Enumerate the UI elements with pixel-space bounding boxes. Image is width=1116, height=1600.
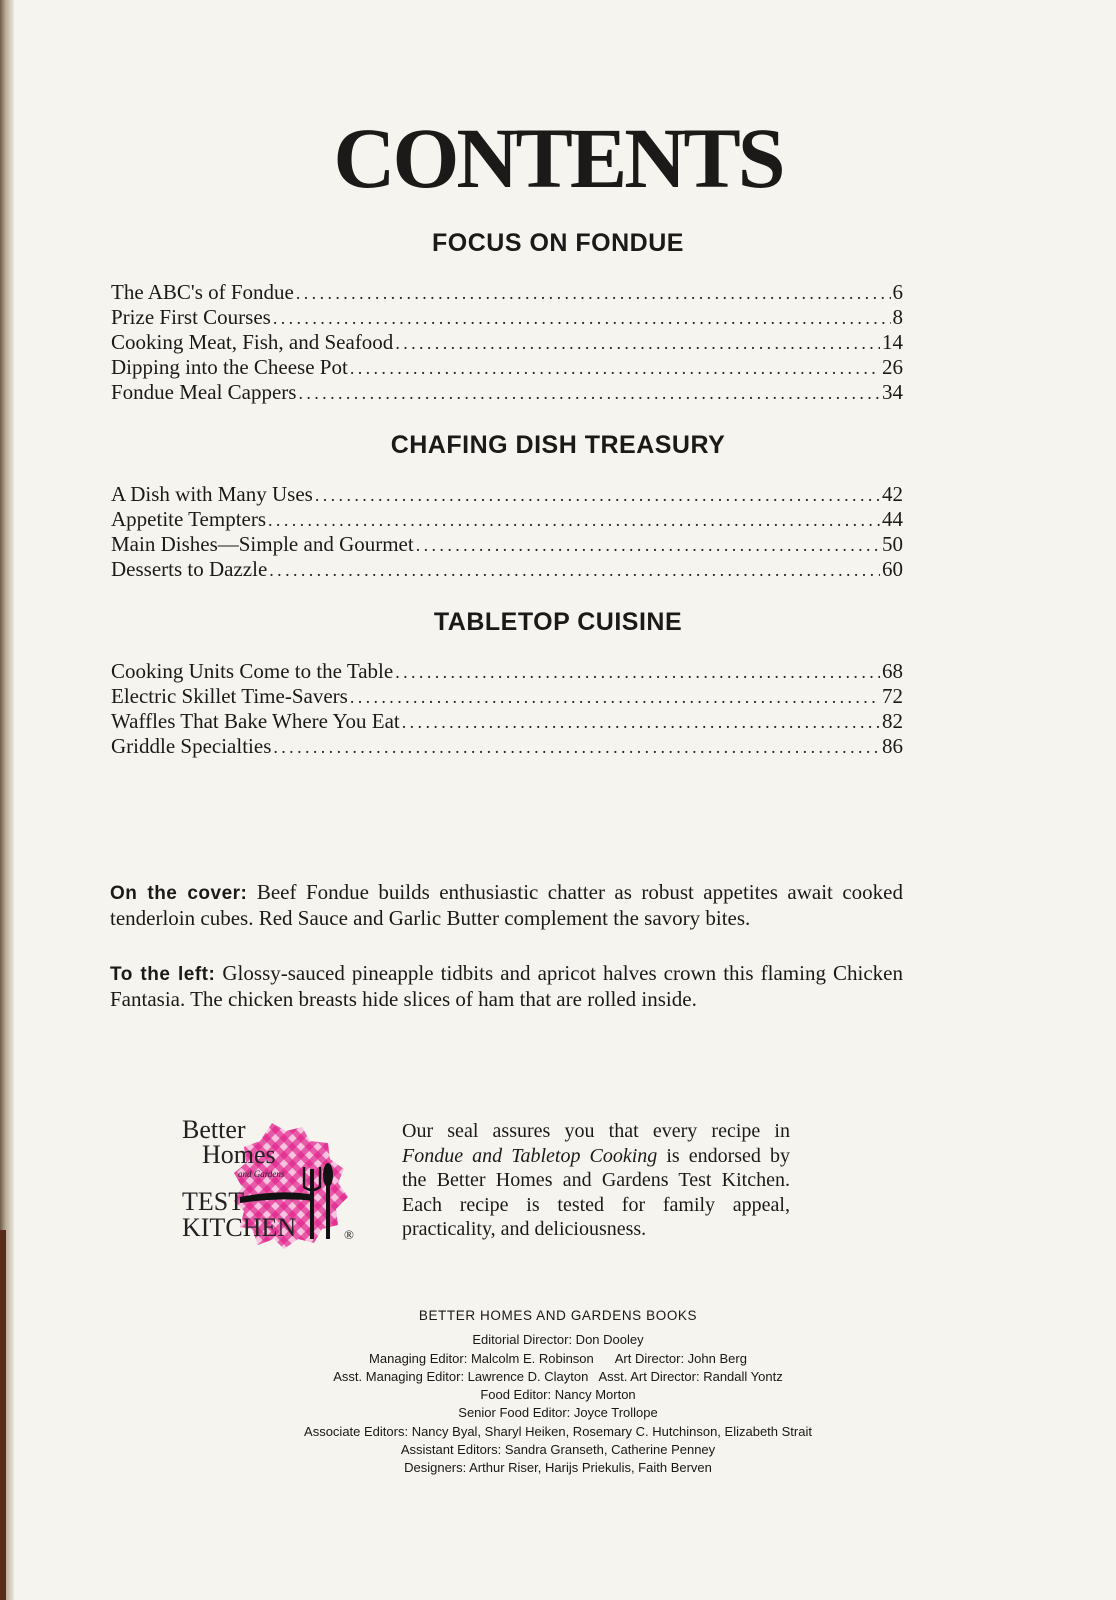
section-heading-tabletop-cuisine: TABLETOP CUISINE [433, 608, 683, 636]
section-heading-chafing-dish-treasury: CHAFING DISH TREASURY [390, 431, 726, 459]
seal-homes: Homes [202, 1140, 276, 1169]
credit-line: Food Editor: Nancy Morton [480, 1387, 636, 1403]
left-caption [110, 961, 903, 1011]
section-heading-focus-on-fondue: FOCUS ON FONDUE [432, 229, 684, 257]
toc-list-tabletop-cuisine [111, 659, 903, 759]
toc-entry[interactable] [111, 684, 903, 709]
seal-test: TEST [182, 1187, 245, 1216]
credit-line: Editorial Director: Don Dooley [472, 1332, 644, 1348]
toc-entry-page: 42 [882, 482, 903, 506]
credit-line: Assistant Editors: Sandra Granseth, Catherine Penney [400, 1442, 716, 1458]
toc-entry-page: 34 [882, 380, 903, 404]
toc-entry-label: Appetite Tempters [111, 507, 267, 531]
seal-para-start: Our seal assures you that every recipe in [402, 1120, 790, 1142]
toc-entry-page: 60 [882, 557, 903, 581]
toc-entry[interactable] [111, 557, 903, 582]
dot-leader [315, 483, 880, 508]
toc-entry[interactable] [111, 280, 903, 305]
seal-description [402, 1119, 790, 1242]
credit-line: Senior Food Editor: Joyce Trollope [458, 1405, 658, 1421]
dot-leader [273, 735, 880, 760]
toc-entry-page: 50 [882, 532, 903, 556]
book-title: Fondue and Tabletop Cooking [402, 1144, 658, 1167]
dot-leader [350, 356, 880, 381]
toc-entry-label: Waffles That Bake Where You Eat [111, 709, 400, 733]
cover-caption [110, 880, 903, 930]
toc-entry-label: Desserts to Dazzle [111, 557, 268, 581]
toc-entry[interactable] [111, 709, 903, 734]
toc-entry-label: A Dish with Many Uses [111, 482, 313, 506]
dot-leader [395, 331, 880, 356]
registered-mark: ® [344, 1227, 354, 1242]
toc-entry[interactable] [111, 659, 903, 684]
seal-and-gardens: and Gardens [238, 1169, 285, 1179]
dot-leader [296, 281, 891, 306]
seal-kitchen: KITCHEN [182, 1213, 297, 1242]
seal-para-end: is endorsed by the Better Homes and Gardens Test Kitchen. Each recipe is tested for family appeal, practicality, and deliciousness. [402, 1144, 790, 1240]
toc-entry[interactable] [111, 305, 903, 330]
credits-heading: BETTER HOMES AND GARDENS BOOKS [418, 1308, 698, 1323]
dot-leader [416, 533, 880, 558]
seal-better: Better [182, 1115, 246, 1144]
dot-leader [298, 381, 880, 406]
toc-entry[interactable] [111, 330, 903, 355]
toc-entry-label: Dipping into the Cheese Pot [111, 355, 348, 379]
toc-entry-page: 72 [882, 684, 903, 708]
toc-entry-page: 14 [882, 330, 903, 354]
page-title: CONTENTS [333, 110, 783, 206]
toc-list-chafing-dish-treasury [111, 482, 903, 582]
toc-entry-label: Electric Skillet Time-Savers [111, 684, 348, 708]
toc-entry-page: 82 [882, 709, 903, 733]
toc-entry-label: Fondue Meal Cappers [111, 380, 297, 404]
left-caption-text: Glossy-sauced pineapple tidbits and apricot halves crown this flaming Chicken Fantasia. The chicken breasts hide slices of ham that are rolled inside. [110, 961, 904, 1011]
test-kitchen-seal [182, 1117, 362, 1257]
toc-entry-label: Cooking Meat, Fish, and Seafood [111, 330, 394, 354]
dot-leader [395, 660, 880, 685]
toc-entry[interactable] [111, 380, 903, 405]
credit-line: Associate Editors: Nancy Byal, Sharyl Heiken, Rosemary C. Hutchinson, Elizabeth Strait [304, 1423, 812, 1439]
dot-leader [269, 558, 880, 583]
dot-leader [402, 710, 880, 735]
credit-line: Designers: Arthur Riser, Harijs Priekulis, Faith Berven [404, 1460, 712, 1476]
cover-caption-lead: On the cover: [110, 883, 248, 904]
toc-entry[interactable] [111, 507, 903, 532]
staff-credits [0, 1307, 1116, 1478]
toc-entry-page: 68 [882, 659, 903, 683]
toc-entry-page: 86 [882, 734, 903, 758]
toc-entry-page: 44 [882, 507, 903, 531]
cover-caption-text: Beef Fondue builds enthusiastic chatter as robust appetites await cooked tenderloin cubes. Red Sauce and Garlic Butter complement the savory bites. [110, 880, 903, 930]
dot-leader [273, 306, 891, 331]
toc-entry-label: Prize First Courses [111, 305, 271, 329]
toc-entry[interactable] [111, 355, 903, 380]
dot-leader [268, 508, 880, 533]
toc-list-focus-on-fondue [111, 280, 903, 405]
toc-entry-label: The ABC's of Fondue [111, 280, 294, 304]
credit-line: Managing Editor: Malcolm E. Robinson Art Director: John Berg [369, 1350, 747, 1366]
toc-entry[interactable] [111, 532, 903, 557]
toc-entry-page: 6 [892, 280, 903, 304]
left-caption-lead: To the left: [110, 964, 216, 985]
toc-entry-label: Main Dishes—Simple and Gourmet [111, 532, 414, 556]
toc-entry-page: 8 [892, 305, 903, 329]
toc-entry[interactable] [111, 482, 903, 507]
toc-entry-page: 26 [882, 355, 903, 379]
credit-line: Asst. Managing Editor: Lawrence D. Clayton Asst. Art Director: Randall Yontz [333, 1368, 783, 1384]
dot-leader [350, 685, 880, 710]
toc-entry-label: Griddle Specialties [111, 734, 272, 758]
toc-entry[interactable] [111, 734, 903, 759]
toc-entry-label: Cooking Units Come to the Table [111, 659, 394, 683]
